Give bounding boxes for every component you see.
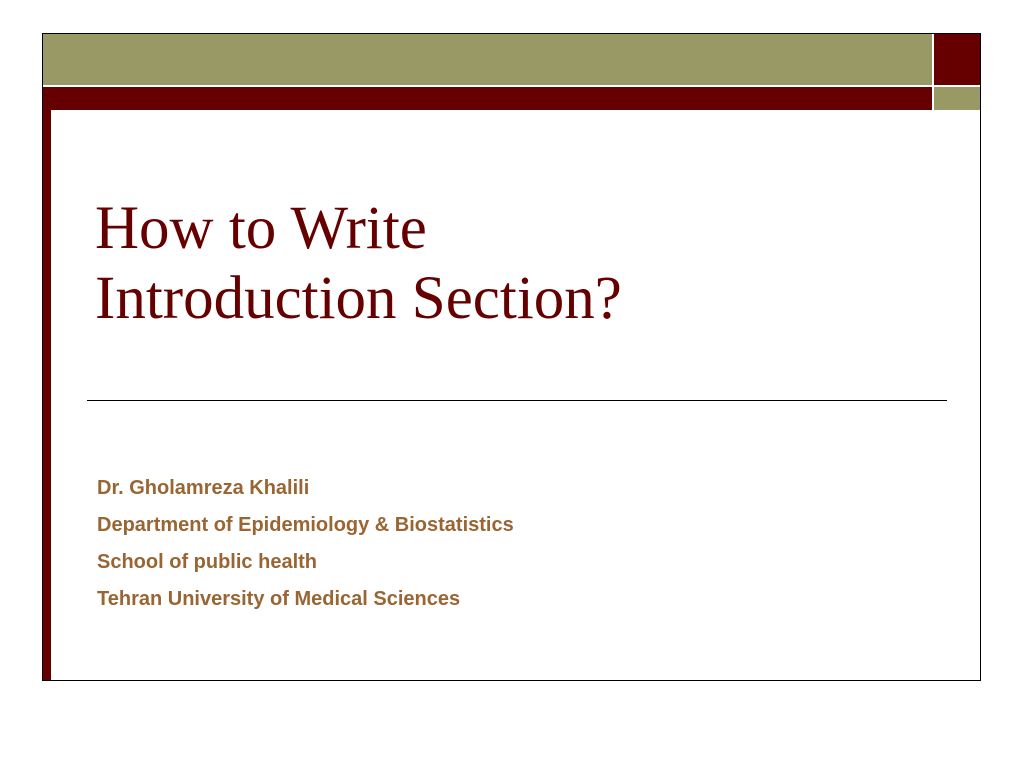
header-olive-band: [43, 34, 932, 85]
slide-title-line-1: How to Write: [95, 195, 427, 262]
university-name: Tehran University of Medical Sciences: [97, 588, 461, 610]
department-name: Department of Epidemiology & Biostatistics: [97, 514, 514, 536]
left-maroon-bar: [43, 110, 51, 681]
author-name: Dr. Gholamreza Khalili: [97, 477, 310, 499]
slide-subtitle: [97, 470, 937, 618]
slide: [42, 33, 981, 681]
slide-title-line-2: Introduction Section?: [95, 265, 622, 332]
header-corner-maroon-block: [934, 34, 981, 85]
header-maroon-band: [43, 87, 932, 110]
slide-title: [95, 194, 935, 334]
header-corner-olive-block: [934, 87, 981, 110]
title-divider: [87, 400, 947, 401]
school-name: School of public health: [97, 551, 317, 573]
